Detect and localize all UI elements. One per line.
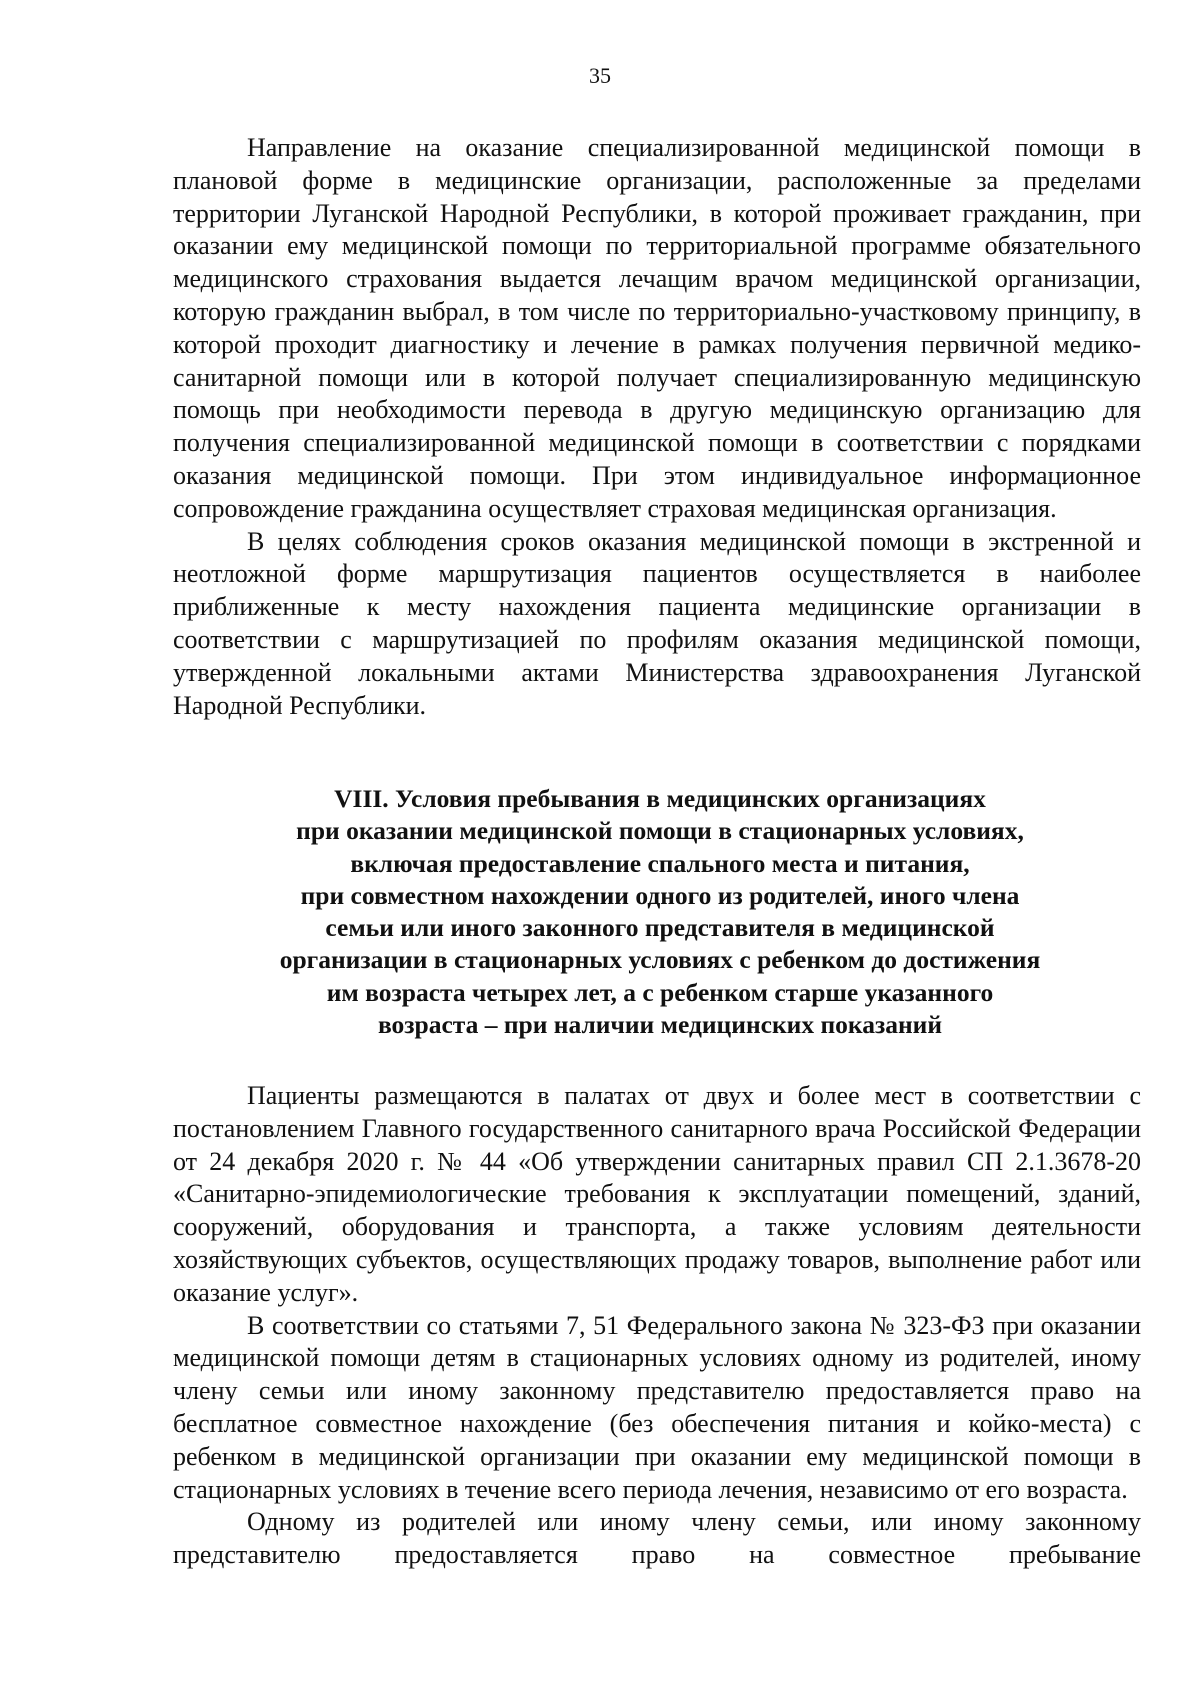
paragraph-routing: В целях соблюдения сроков оказания медицинской помощи в экстренной и неотложной форме маршрутизация пациентов осуществляется в наиболее приближенные к месту нахождения пациента медицинские организации в соответствии с маршрутизацией по профилям оказания медицинской помощи, утвержденной локальными актами Министерства здравоохранения Луганской Народной Республики.: [173, 526, 1141, 720]
paragraph-wards: Пациенты размещаются в палатах от двух и более мест в соответствии с постановлением Главного государственного санитарного врача Российской Федерации от 24 декабря 2020 г. № 44 «Об утверждении санитарных правил СП 2.1.3678-20 «Санитарно-эпидемиологические требования к эксплуатации помещений, зданий, сооружений, оборудования и транспорта, а также условиям деятельности хозяйствующих субъектов, осуществляющих продажу товаров, выполнение работ или оказание услуг».: [173, 1081, 1141, 1307]
paragraph-parent-right: В соответствии со статьями 7, 51 Федерального закона № 323-ФЗ при оказании медицинской помощи детям в стационарных условиях одному из родителей, иному члену семьи или иному законному представителю предоставляется право на бесплатное совместное нахождение (без обеспечения питания и койко-места) с ребенком в медицинской организации при оказании ему медицинской помощи в стационарных условиях в течение всего периода лечения, независимо от его возраста.: [173, 1310, 1141, 1504]
heading-line: им возраста четырех лет, а с ребенком старше указанного: [326, 977, 994, 1007]
section-heading: [230, 783, 1090, 1041]
text-block-routing: [173, 132, 1141, 722]
paragraph-joint-stay: Одному из родителей или иному члену семьи, или иному законному представителю предоставляется право на совместное пребывание: [173, 1507, 1141, 1570]
heading-line: семьи или иного законного представителя в медицинской: [325, 913, 995, 943]
heading-line: при оказании медицинской помощи в стационарных условиях,: [296, 816, 1024, 846]
heading-line: VIII. Условия пребывания в медицинских организациях: [334, 784, 986, 813]
heading-line: при совместном нахождении одного из родителей, иного члена: [300, 880, 1020, 910]
heading-line: включая предоставление спального места и питания,: [350, 848, 970, 878]
page-number: 35: [589, 63, 611, 88]
paragraph-referral: Направление на оказание специализированной медицинской помощи в плановой форме в медицинские организации, расположенные за пределами территории Луганской Народной Республики, в которой проживает гражданин, при оказании ему медицинской помощи по территориальной программе обязательного медицинского страхования выдается лечащим врачом медицинской организации, которую гражданин выбрал, в том числе по территориально-участковому принципу, в которой проходит диагностику и лечение в рамках получения первичной медико-санитарной помощи или в которой получает специализированную медицинскую помощь при необходимости перевода в другую медицинскую организацию для получения специализированной медицинской помощи в соответствии с порядками оказания медицинской помощи. При этом индивидуальное информационное сопровождение гражданина осуществляет страховая медицинская организация.: [173, 133, 1141, 523]
text-block-stay-conditions: [173, 1080, 1141, 1572]
heading-line: организации в стационарных условиях с ребенком до достижения: [279, 945, 1041, 975]
heading-line: возраста – при наличии медицинских показаний: [377, 1010, 943, 1040]
